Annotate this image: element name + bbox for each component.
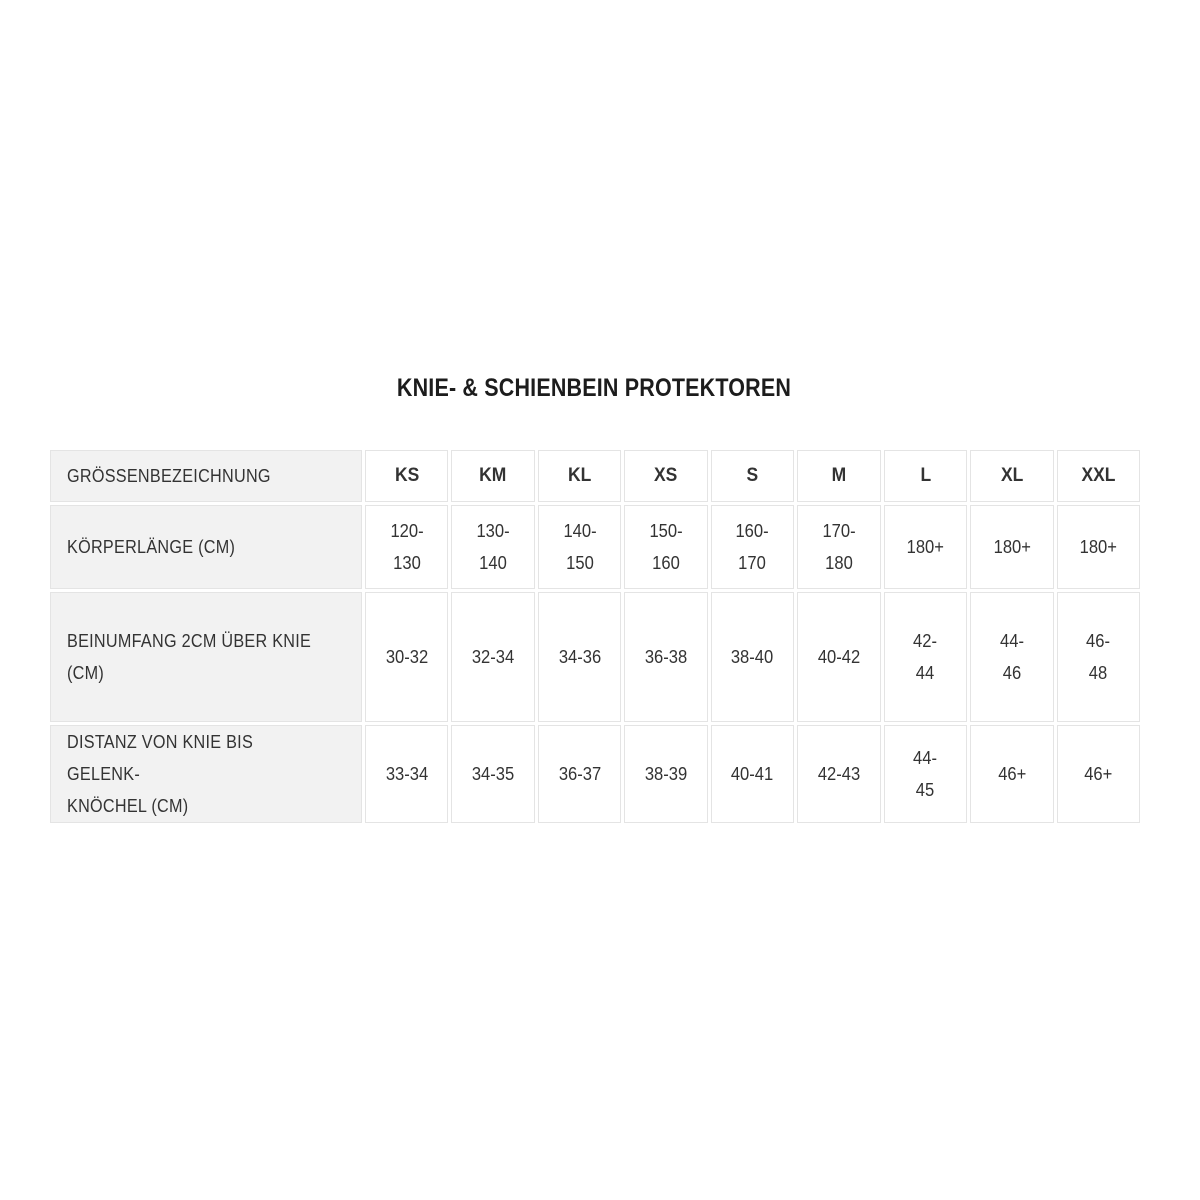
table-cell: 34-36 — [538, 592, 621, 722]
table-cell: 34-35 — [451, 725, 534, 823]
size-head-s: S — [711, 450, 794, 502]
header-label-cell — [50, 450, 362, 502]
table-cell: 42-43 — [797, 725, 880, 823]
table-cell: 46- 48 — [1057, 592, 1141, 722]
size-head-kl: KL — [538, 450, 621, 502]
size-head-l: L — [884, 450, 967, 502]
table-row-distanz — [50, 725, 1140, 823]
row-label: DISTANZ VON KNIE BIS GELENK- KNÖCHEL (CM) — [67, 732, 254, 816]
table-cell: 160- 170 — [711, 505, 794, 589]
table-header-row — [50, 450, 1140, 502]
table-cell: 40-42 — [797, 592, 880, 722]
table-row-koerperlaenge — [50, 505, 1140, 589]
page-title: KNIE- & SCHIENBEIN PROTEKTOREN — [396, 374, 792, 402]
size-head-xl: XL — [970, 450, 1053, 502]
table-cell: 180+ — [1057, 505, 1141, 589]
table-cell: 33-34 — [365, 725, 448, 823]
table-cell: 32-34 — [451, 592, 534, 722]
table-cell: 44- 46 — [970, 592, 1053, 722]
row-label: BEINUMFANG 2CM ÜBER KNIE (CM) — [67, 631, 312, 683]
table-row-beinumfang — [50, 592, 1140, 722]
table-cell: 150- 160 — [624, 505, 707, 589]
size-head-xs: XS — [624, 450, 707, 502]
row-label-cell — [50, 592, 362, 722]
size-chart-table — [47, 447, 1143, 826]
table-cell: 44- 45 — [884, 725, 967, 823]
header-label: GRÖSSENBEZEICHNUNG — [67, 466, 271, 486]
size-head-m: M — [797, 450, 880, 502]
table-cell: 42- 44 — [884, 592, 967, 722]
table-cell: 130- 140 — [451, 505, 534, 589]
table-cell: 40-41 — [711, 725, 794, 823]
size-head-xxl: XXL — [1057, 450, 1141, 502]
size-head-ks: KS — [365, 450, 448, 502]
table-cell: 140- 150 — [538, 505, 621, 589]
table-cell: 180+ — [970, 505, 1053, 589]
table-cell: 38-40 — [711, 592, 794, 722]
table-cell: 46+ — [1057, 725, 1141, 823]
table-cell: 120- 130 — [365, 505, 448, 589]
table-cell: 38-39 — [624, 725, 707, 823]
row-label: KÖRPERLÄNGE (CM) — [67, 537, 236, 557]
row-label-cell — [50, 505, 362, 589]
size-head-km: KM — [451, 450, 534, 502]
table-cell: 180+ — [884, 505, 967, 589]
table-cell: 36-38 — [624, 592, 707, 722]
table-cell: 36-37 — [538, 725, 621, 823]
table-cell: 30-32 — [365, 592, 448, 722]
row-label-cell — [50, 725, 362, 823]
table-cell: 170- 180 — [797, 505, 880, 589]
table-cell: 46+ — [970, 725, 1053, 823]
